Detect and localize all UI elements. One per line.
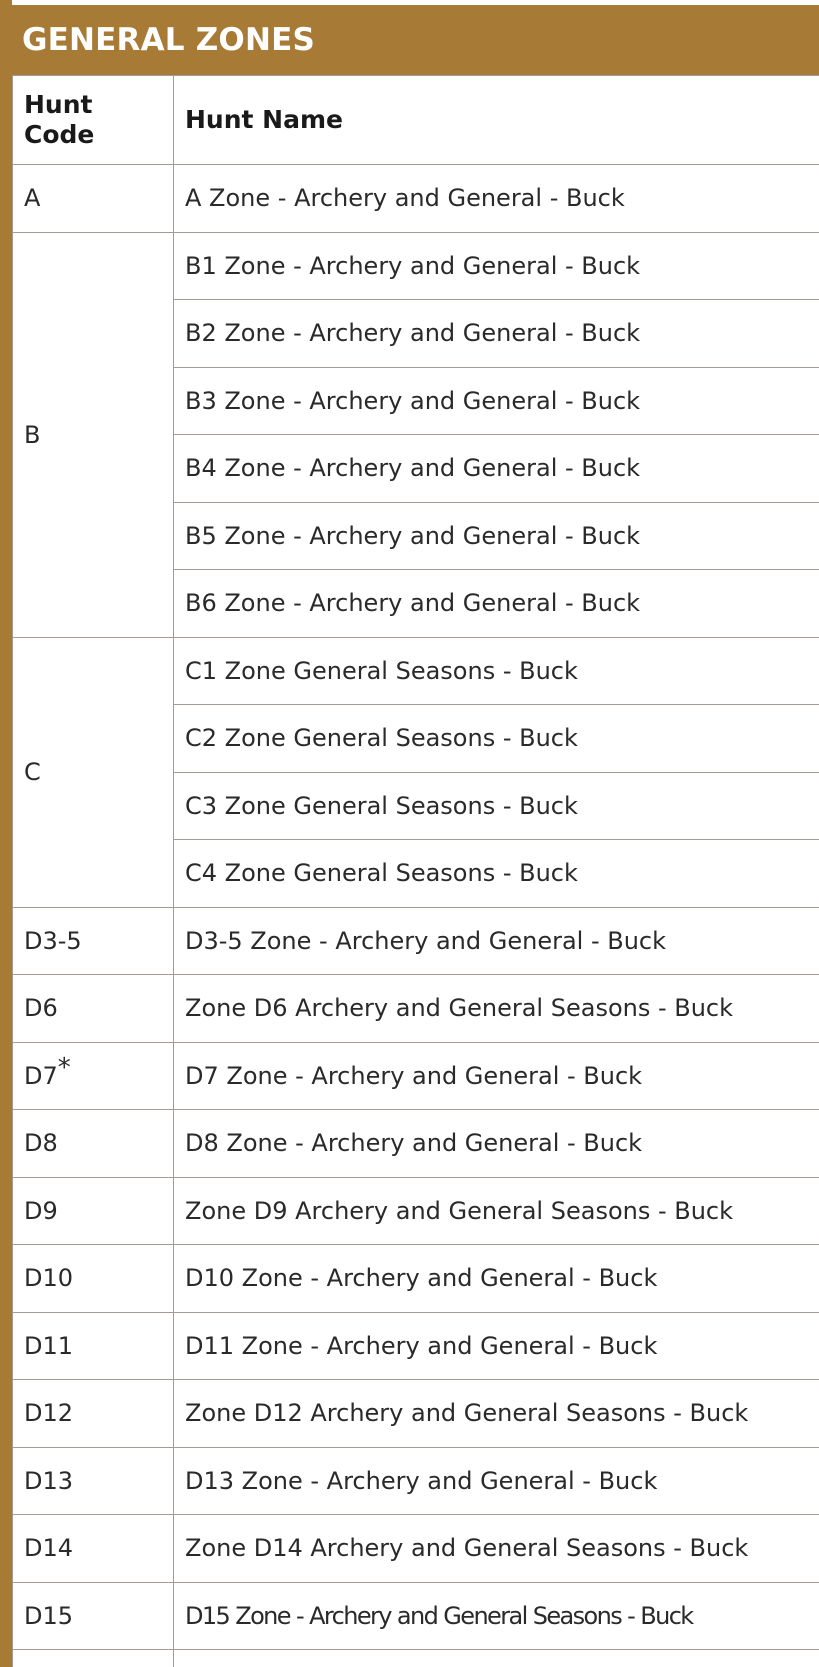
hunt-code: D15 xyxy=(24,1601,74,1630)
hunt-code-cell xyxy=(13,907,174,975)
hunt-code: D13 xyxy=(24,1466,74,1495)
hunt-code-cell xyxy=(13,1042,174,1110)
hunt-code: D12 xyxy=(24,1399,74,1428)
hunt-code: D11 xyxy=(24,1331,74,1360)
table-row xyxy=(13,1582,819,1650)
hunt-name-cell: B3 Zone - Archery and General - Buck xyxy=(174,367,819,435)
table-row xyxy=(13,1447,819,1515)
hunt-name-cell: D11 Zone - Archery and General - Buck xyxy=(174,1312,819,1380)
hunt-name-cell: C1 Zone General Seasons - Buck xyxy=(174,637,819,705)
hunt-code: D10 xyxy=(24,1264,74,1293)
hunt-code: D7 xyxy=(24,1061,58,1090)
hunt-name-header: Hunt Name xyxy=(174,76,819,165)
hunt-name-cell: D3-5 Zone - Archery and General - Buck xyxy=(174,907,819,975)
hunt-name-cell: D7 Zone - Archery and General - Buck xyxy=(174,1042,819,1110)
table-body xyxy=(13,165,819,1667)
hunt-code: D3-5 xyxy=(24,926,82,955)
hunt-code: D9 xyxy=(24,1196,58,1225)
hunt-code-cell xyxy=(13,975,174,1043)
table-row xyxy=(13,1042,819,1110)
hunt-name-cell: Zone D14 Archery and General Seasons - Buck xyxy=(174,1515,819,1583)
hunt-code-cell xyxy=(13,1380,174,1448)
hunt-name-cell: C3 Zone General Seasons - Buck xyxy=(174,772,819,840)
hunt-name-cell: C2 Zone General Seasons - Buck xyxy=(174,705,819,773)
hunt-name-cell: B2 Zone - Archery and General - Buck xyxy=(174,300,819,368)
hunt-code-cell xyxy=(13,232,174,637)
table-title: GENERAL ZONES xyxy=(0,5,819,75)
hunt-name-cell: C4 Zone General Seasons - Buck xyxy=(174,840,819,908)
hunt-name-cell: Zone D9 Archery and General Seasons - Buck xyxy=(174,1177,819,1245)
hunt-code-cell xyxy=(13,1447,174,1515)
hunt-code-cell xyxy=(13,1650,174,1667)
hunt-name-cell: B4 Zone - Archery and General - Buck xyxy=(174,435,819,503)
hunt-code-cell xyxy=(13,1582,174,1650)
hunt-code: B xyxy=(24,420,41,449)
hunt-code: D6 xyxy=(24,994,58,1023)
table-header-row xyxy=(13,76,819,165)
hunt-code-header: Hunt Code xyxy=(13,76,174,165)
table-row xyxy=(13,1515,819,1583)
general-zones-table xyxy=(12,75,819,1667)
hunt-name-cell: A Zone - Archery and General - Buck xyxy=(174,165,819,233)
table-row xyxy=(13,637,819,705)
hunt-name-cell: D10 Zone - Archery and General - Buck xyxy=(174,1245,819,1313)
hunt-code-cell xyxy=(13,637,174,907)
hunt-name-cell: B6 Zone - Archery and General - Buck xyxy=(174,570,819,638)
hunt-code-cell xyxy=(13,1515,174,1583)
table-row xyxy=(13,975,819,1043)
footnote-marker: * xyxy=(57,1052,71,1083)
hunt-code-cell xyxy=(13,1312,174,1380)
hunt-code: D8 xyxy=(24,1129,58,1158)
hunt-code: D14 xyxy=(24,1534,74,1563)
left-accent-bar xyxy=(0,0,12,1667)
hunt-name-cell: D8 Zone - Archery and General - Buck xyxy=(174,1110,819,1178)
hunt-name-cell: D15 Zone - Archery and General Seasons - Buck xyxy=(174,1582,819,1650)
table-row xyxy=(13,1312,819,1380)
hunt-name-cell: B5 Zone - Archery and General - Buck xyxy=(174,502,819,570)
table-row xyxy=(13,165,819,233)
hunt-name-cell: Zone D6 Archery and General Seasons - Buck xyxy=(174,975,819,1043)
table-row xyxy=(13,1110,819,1178)
table-row xyxy=(13,907,819,975)
table-container xyxy=(12,75,819,1667)
hunt-code: C xyxy=(24,758,41,786)
hunt-code: A xyxy=(24,184,41,213)
hunt-name-cell: D13 Zone - Archery and General - Buck xyxy=(174,1447,819,1515)
hunt-code-cell xyxy=(13,1110,174,1178)
hunt-code-cell xyxy=(13,165,174,233)
table-row xyxy=(13,1245,819,1313)
hunt-name-cell: B1 Zone - Archery and General - Buck xyxy=(174,232,819,300)
hunt-name-cell xyxy=(174,1650,819,1667)
hunt-code-cell xyxy=(13,1177,174,1245)
table-row xyxy=(13,1177,819,1245)
table-row xyxy=(13,232,819,300)
hunt-name-cell: Zone D12 Archery and General Seasons - Buck xyxy=(174,1380,819,1448)
hunt-code-cell xyxy=(13,1245,174,1313)
table-row xyxy=(13,1380,819,1448)
table-row xyxy=(13,1650,819,1667)
